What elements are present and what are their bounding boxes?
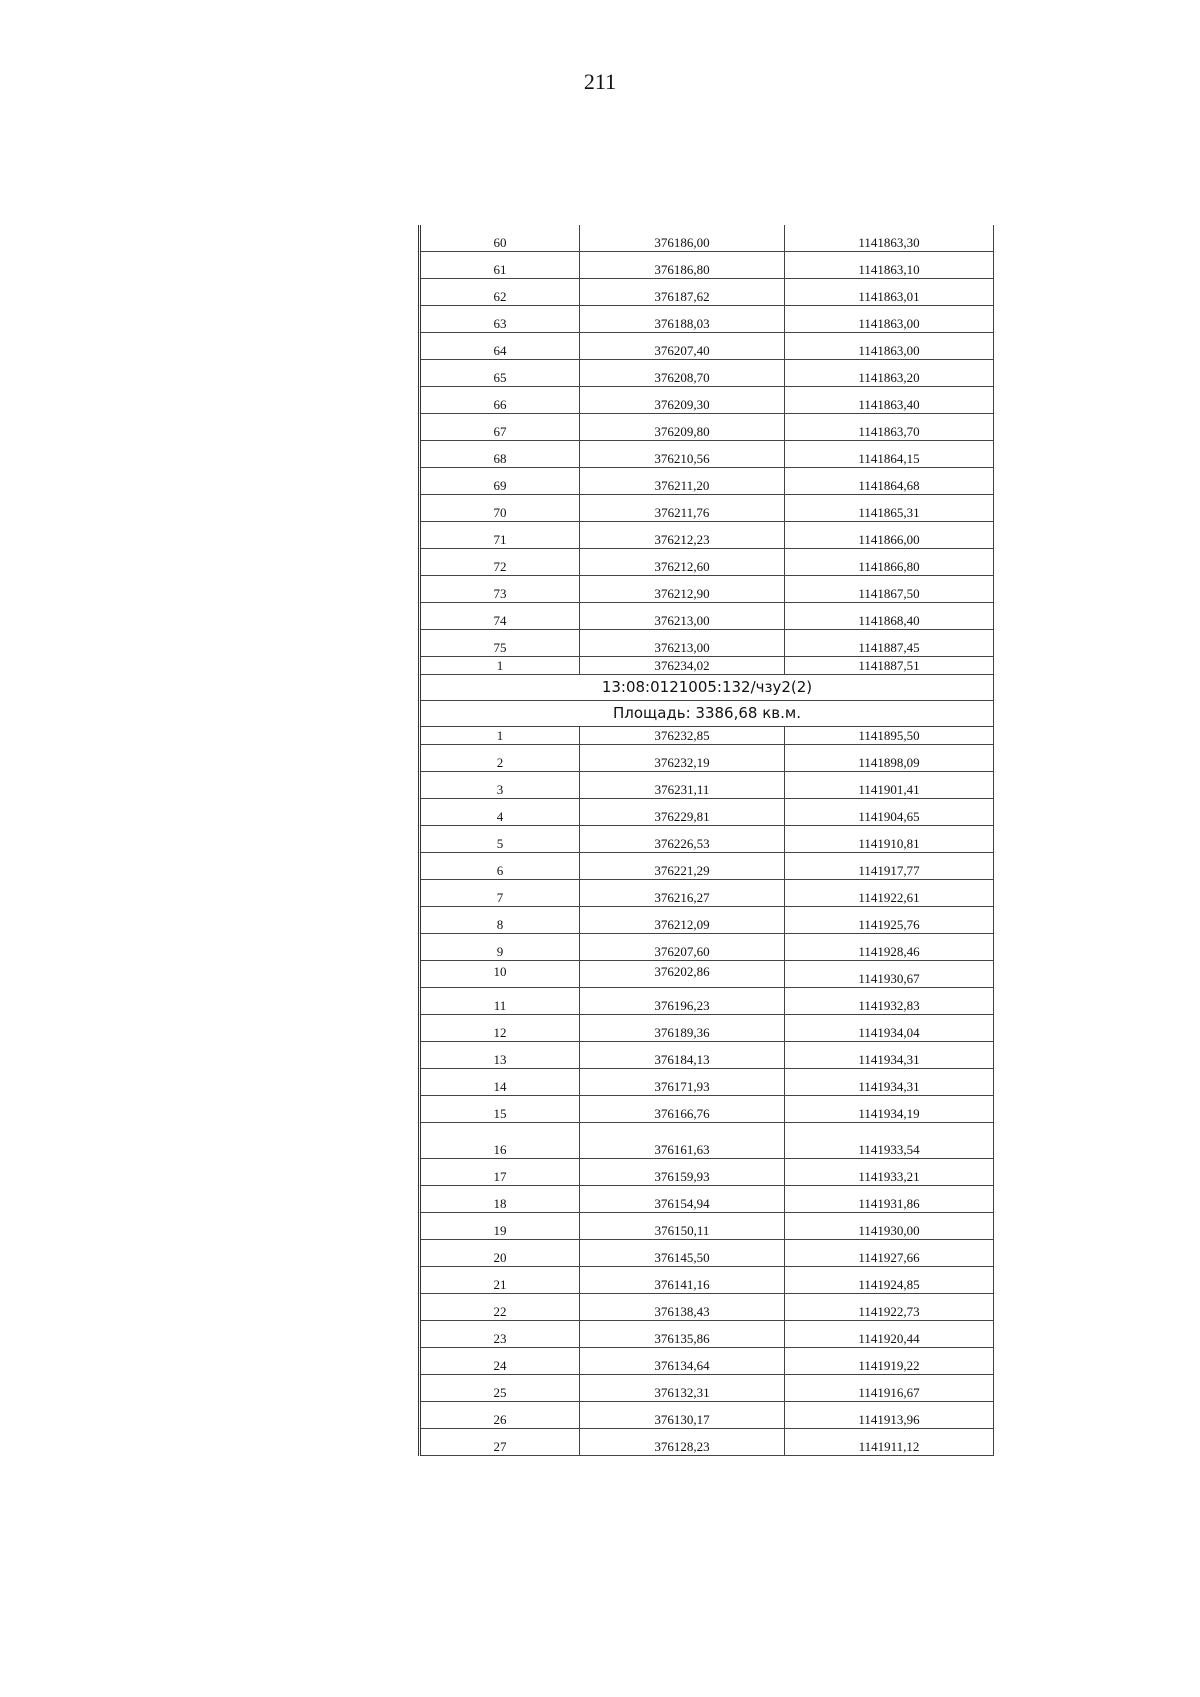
point-number-cell: 7 [420,880,580,907]
table-row [420,1015,994,1042]
y-coordinate-cell: 1141934,19 [785,1096,994,1123]
point-number-cell: 71 [420,522,580,549]
table-row [420,961,994,988]
y-coordinate-cell: 1141864,68 [785,468,994,495]
x-coordinate-cell: 376186,80 [580,252,785,279]
x-coordinate-cell: 376212,60 [580,549,785,576]
point-number-cell: 6 [420,853,580,880]
table-row [420,1069,994,1096]
y-coordinate-cell: 1141922,61 [785,880,994,907]
cell-value: 376202,86 [654,964,710,979]
y-coordinate-cell: 1141911,12 [785,1429,994,1456]
x-coordinate-cell: 376209,30 [580,387,785,414]
table-row [420,907,994,934]
y-coordinate-cell: 1141866,80 [785,549,994,576]
table-row [420,1042,994,1069]
table-row [420,549,994,576]
section-header [420,675,994,727]
point-number-cell: 2 [420,745,580,772]
y-coordinate-cell: 1141910,81 [785,826,994,853]
point-number-cell: 68 [420,441,580,468]
y-coordinate-cell: 1141919,22 [785,1348,994,1375]
x-coordinate-cell: 376189,36 [580,1015,785,1042]
y-coordinate-cell: 1141901,41 [785,772,994,799]
x-coordinate-cell: 376232,19 [580,745,785,772]
point-number-cell: 12 [420,1015,580,1042]
x-coordinate-cell: 376212,09 [580,907,785,934]
y-coordinate-cell: 1141922,73 [785,1294,994,1321]
x-coordinate-cell: 376211,76 [580,495,785,522]
point-number-cell: 5 [420,826,580,853]
cadastral-row [420,675,994,701]
table-row [420,727,994,745]
x-coordinate-cell: 376213,00 [580,630,785,657]
point-number-cell: 63 [420,306,580,333]
y-coordinate-cell: 1141863,01 [785,279,994,306]
y-coordinate-cell: 1141927,66 [785,1240,994,1267]
x-coordinate-cell: 376166,76 [580,1096,785,1123]
table-row [420,1321,994,1348]
y-coordinate-cell: 1141865,31 [785,495,994,522]
y-coordinate-cell: 1141863,40 [785,387,994,414]
table-row [420,1186,994,1213]
table-row [420,306,994,333]
point-number-cell: 17 [420,1159,580,1186]
coordinates-table-container [418,225,992,1456]
y-coordinate-cell: 1141887,51 [785,657,994,675]
point-number-cell: 18 [420,1186,580,1213]
x-coordinate-cell: 376186,00 [580,225,785,252]
point-number-cell: 9 [420,934,580,961]
point-number-cell: 75 [420,630,580,657]
y-coordinate-cell: 1141917,77 [785,853,994,880]
table-row [420,657,994,675]
x-coordinate-cell: 376212,23 [580,522,785,549]
y-coordinate-cell: 1141867,50 [785,576,994,603]
point-number-cell: 74 [420,603,580,630]
x-coordinate-cell: 376211,20 [580,468,785,495]
x-coordinate-cell: 376134,64 [580,1348,785,1375]
x-coordinate-cell: 376171,93 [580,1069,785,1096]
x-coordinate-cell: 376216,27 [580,880,785,907]
point-number-cell: 67 [420,414,580,441]
y-coordinate-cell: 1141864,15 [785,441,994,468]
y-coordinate-cell: 1141934,04 [785,1015,994,1042]
point-number-cell: 22 [420,1294,580,1321]
y-coordinate-cell: 1141933,54 [785,1123,994,1159]
point-number-cell: 60 [420,225,580,252]
x-coordinate-cell: 376161,63 [580,1123,785,1159]
table-row [420,495,994,522]
x-coordinate-cell: 376231,11 [580,772,785,799]
table-row [420,522,994,549]
x-coordinate-cell: 376154,94 [580,1186,785,1213]
x-coordinate-cell: 376221,29 [580,853,785,880]
table-row [420,441,994,468]
coordinates-table [418,225,994,1456]
table-row [420,988,994,1015]
table-row [420,1294,994,1321]
y-coordinate-cell: 1141931,86 [785,1186,994,1213]
y-coordinate-cell: 1141866,00 [785,522,994,549]
x-coordinate-cell: 376132,31 [580,1375,785,1402]
point-number-cell: 14 [420,1069,580,1096]
x-coordinate-cell: 376213,00 [580,603,785,630]
x-coordinate-cell: 376210,56 [580,441,785,468]
x-coordinate-cell: 376207,60 [580,934,785,961]
x-coordinate-cell: 376232,85 [580,727,785,745]
x-coordinate-cell: 376208,70 [580,360,785,387]
y-coordinate-cell: 1141930,00 [785,1213,994,1240]
y-coordinate-cell: 1141863,30 [785,225,994,252]
point-number-cell: 15 [420,1096,580,1123]
coordinates-block-2 [420,727,994,1456]
x-coordinate-cell: 376207,40 [580,333,785,360]
area-label: Площадь: 3386,68 кв.м. [420,701,994,727]
x-coordinate-cell: 376196,23 [580,988,785,1015]
point-number-cell: 19 [420,1213,580,1240]
coordinates-block-1 [420,225,994,675]
x-coordinate-cell: 376209,80 [580,414,785,441]
x-coordinate-cell: 376135,86 [580,1321,785,1348]
x-coordinate-cell: 376138,43 [580,1294,785,1321]
point-number-cell: 61 [420,252,580,279]
table-row [420,360,994,387]
y-coordinate-cell: 1141932,83 [785,988,994,1015]
table-row [420,1402,994,1429]
x-coordinate-cell: 376130,17 [580,1402,785,1429]
table-row [420,252,994,279]
y-coordinate-cell: 1141930,67 [785,961,994,988]
y-coordinate-cell: 1141913,96 [785,1402,994,1429]
point-number-cell: 11 [420,988,580,1015]
cadastral-label: 13:08:0121005:132/чзу2(2) [420,675,994,701]
y-coordinate-cell: 1141933,21 [785,1159,994,1186]
x-coordinate-cell: 376229,81 [580,799,785,826]
table-row [420,772,994,799]
table-row [420,225,994,252]
table-row [420,826,994,853]
table-row [420,333,994,360]
table-row [420,880,994,907]
table-row [420,1159,994,1186]
x-coordinate-cell: 376188,03 [580,306,785,333]
y-coordinate-cell: 1141934,31 [785,1069,994,1096]
x-coordinate-cell: 376187,62 [580,279,785,306]
point-number-cell: 13 [420,1042,580,1069]
table-row [420,853,994,880]
x-coordinate-cell: 376184,13 [580,1042,785,1069]
table-row [420,1240,994,1267]
point-number-cell: 25 [420,1375,580,1402]
point-number-cell: 8 [420,907,580,934]
table-row [420,799,994,826]
point-number-cell: 27 [420,1429,580,1456]
point-number-cell: 1 [420,727,580,745]
y-coordinate-cell: 1141863,70 [785,414,994,441]
point-number-cell: 62 [420,279,580,306]
point-number-cell: 64 [420,333,580,360]
y-coordinate-cell: 1141863,20 [785,360,994,387]
point-number-cell: 4 [420,799,580,826]
y-coordinate-cell: 1141895,50 [785,727,994,745]
x-coordinate-cell: 376150,11 [580,1213,785,1240]
table-row [420,1213,994,1240]
x-coordinate-cell: 376128,23 [580,1429,785,1456]
y-coordinate-cell: 1141924,85 [785,1267,994,1294]
table-row [420,1348,994,1375]
point-number-cell: 26 [420,1402,580,1429]
table-row [420,1429,994,1456]
x-coordinate-cell: 376145,50 [580,1240,785,1267]
point-number-cell [420,961,580,988]
y-coordinate-cell: 1141904,65 [785,799,994,826]
point-number-cell: 72 [420,549,580,576]
table-row [420,603,994,630]
x-coordinate-cell: 376141,16 [580,1267,785,1294]
x-coordinate-cell: 376212,90 [580,576,785,603]
y-coordinate-cell: 1141920,44 [785,1321,994,1348]
y-coordinate-cell: 1141928,46 [785,934,994,961]
table-row [420,387,994,414]
x-coordinate-cell: 376234,02 [580,657,785,675]
y-coordinate-cell: 1141898,09 [785,745,994,772]
table-row [420,745,994,772]
cell-value: 10 [493,964,507,979]
point-number-cell: 1 [420,657,580,675]
y-coordinate-cell: 1141887,45 [785,630,994,657]
point-number-cell: 24 [420,1348,580,1375]
y-coordinate-cell: 1141863,10 [785,252,994,279]
point-number-cell: 70 [420,495,580,522]
point-number-cell: 16 [420,1123,580,1159]
table-row [420,414,994,441]
page-number: 211 [583,69,617,94]
x-coordinate-cell: 376226,53 [580,826,785,853]
point-number-cell: 66 [420,387,580,414]
table-row [420,1375,994,1402]
table-row [420,279,994,306]
table-row [420,576,994,603]
y-coordinate-cell: 1141863,00 [785,333,994,360]
y-coordinate-cell: 1141916,67 [785,1375,994,1402]
x-coordinate-cell [580,961,785,988]
area-row [420,701,994,727]
point-number-cell: 69 [420,468,580,495]
table-row [420,630,994,657]
point-number-cell: 20 [420,1240,580,1267]
point-number-cell: 21 [420,1267,580,1294]
table-row [420,1096,994,1123]
table-row [420,1123,994,1159]
point-number-cell: 65 [420,360,580,387]
y-coordinate-cell: 1141925,76 [785,907,994,934]
y-coordinate-cell: 1141863,00 [785,306,994,333]
table-row [420,468,994,495]
table-row [420,934,994,961]
x-coordinate-cell: 376159,93 [580,1159,785,1186]
point-number-cell: 73 [420,576,580,603]
point-number-cell: 3 [420,772,580,799]
y-coordinate-cell: 1141934,31 [785,1042,994,1069]
table-row [420,1267,994,1294]
point-number-cell: 23 [420,1321,580,1348]
y-coordinate-cell: 1141868,40 [785,603,994,630]
